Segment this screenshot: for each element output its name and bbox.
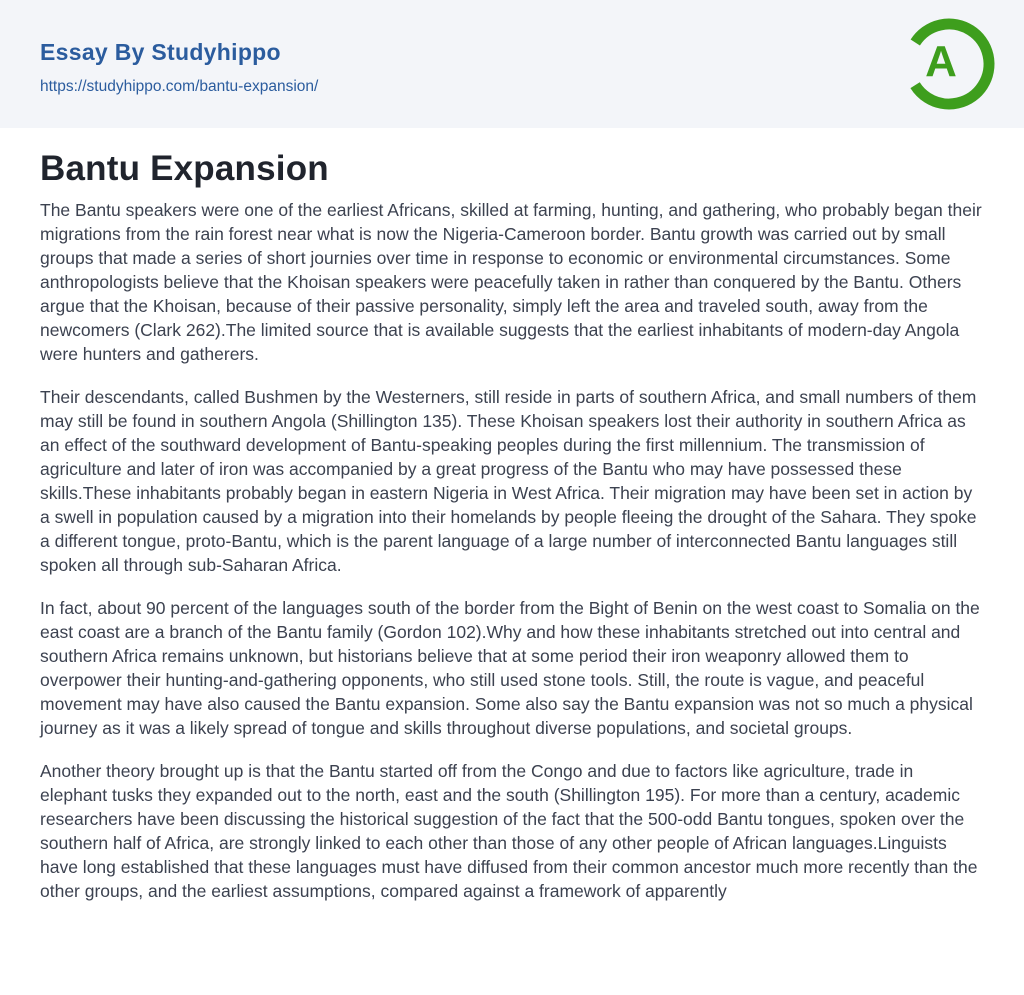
essay-body — [40, 198, 984, 903]
site-title: Essay By Studyhippo — [40, 38, 281, 65]
logo-letter: A — [925, 37, 957, 86]
essay-paragraph: Their descendants, called Bushmen by the Westerners, still reside in parts of southern Africa, and small numbers of them may still be found in southern Angola (Shillington 135). These Khoisan speakers lost their authority in southern Africa as an effect of the southward development of Bantu-speaking peoples during the first millennium. The transmission of agriculture and later of iron was accompanied by a great progress of the Bantu who may have possessed these skills.These inhabitants probably began in eastern Nigeria in West Africa. Their migration may have been set in action by a swell in population caused by a migration into their homelands by people fleeing the drought of the Sahara. They spoke a different tongue, proto-Bantu, which is the parent language of a large number of interconnected Bantu languages still spoken all through sub-Saharan Africa. — [40, 387, 977, 575]
essay-paragraph: Another theory brought up is that the Bantu started off from the Congo and due to factors like agriculture, trade in elephant tusks they expanded out to the north, east and the south (Shillington 195). For more than a century, academic researchers have been discussing the historical suggestion of the fact that the 500-odd Bantu tongues, spoken over the southern half of Africa, are strongly linked to each other than those of any other people of African languages.Linguists have long established that these languages must have diffused from their common ancestor much more recently than the other groups, and the earliest assumptions, compared against a framework of apparently — [40, 761, 978, 901]
page-url-link[interactable]: https://studyhippo.com/bantu-expansion/ — [40, 77, 319, 95]
essay-paragraph: In fact, about 90 percent of the languages south of the border from the Bight of Benin on the west coast to Somalia on the east coast are a branch of the Bantu family (Gordon 102).Why and how these inhabitants stretched out into central and southern Africa remains unknown, but historians believe that at some period their iron weaponry allowed them to overpower their hunting-and-gathering opponents, who still used stone tools. Still, the route is vague, and peaceful movement may have also caused the Bantu expansion. Some also say the Bantu expansion was not so much a physical journey as it was a likely spread of tongue and skills throughout diverse populations, and societal groups. — [40, 598, 980, 738]
header-text-block — [40, 39, 318, 96]
page-header — [0, 0, 1024, 128]
studyhippo-logo-icon — [902, 16, 996, 112]
essay-paragraph: The Bantu speakers were one of the earliest Africans, skilled at farming, hunting, and gathering, who probably began their migrations from the rain forest near what is now the Nigeria-Cameroon border. Bantu growth was carried out by small groups that made a series of short journies over time in response to economic or environmental circumstances. Some anthropologists believe that the Khoisan speakers were peacefully taken in rather than conquered by the Bantu. Others argue that the Khoisan, because of their passive personality, simply left the area and traveled south, away from the newcomers (Clark 262).The limited source that is available suggests that the earliest inhabitants of modern-day Angola were hunters and gatherers. — [40, 200, 982, 364]
essay-content — [0, 149, 1024, 903]
essay-title: Bantu Expansion — [40, 149, 329, 188]
